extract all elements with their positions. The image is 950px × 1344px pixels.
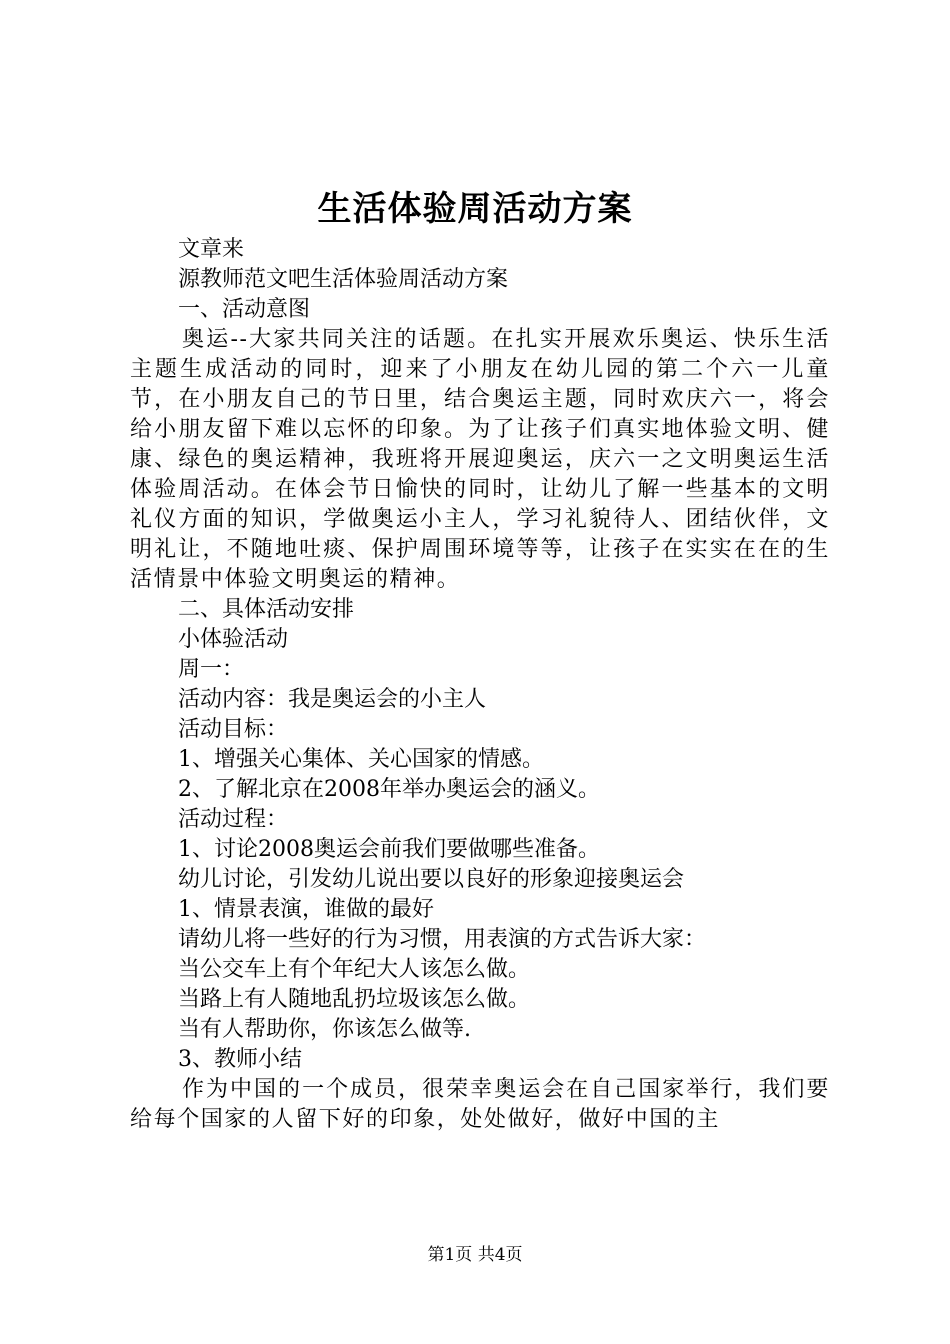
text-line: 当路上有人随地乱扔垃圾该怎么做。 — [178, 987, 531, 1012]
text-line: 3、教师小结 — [178, 1047, 302, 1072]
text-line: 当有人帮助你，你该怎么做等. — [178, 1017, 471, 1042]
paragraph: 奥运--大家共同关注的话题。在扎实开展欢乐奥运、快乐生活主题生成活动的同时，迎来了小朋友在幼儿园的第二个六一儿童节，在小朋友自己的节日里，结合奥运主题，同时欢庆六一，将会给小朋友留下难以忘怀的印象。为了让孩子们真实地体验文明、健康、绿色的奥运精神，我班将开展迎奥运，庆六一之文明奥运生活体验周活动。在体会节日愉快的同时，让幼儿了解一些基本的文明礼仪方面的知识，学做奥运小主人，学习礼貌待人、团结伙伴，文明礼让，不随地吐痰、保护周围环境等等，让孩子在实实在在的生活情景中体验文明奥运的精神。 — [130, 327, 830, 592]
text-line: 1、讨论2008奥运会前我们要做哪些准备。 — [178, 837, 600, 862]
text-line: 2、了解北京在2008年举办奥运会的涵义。 — [178, 777, 600, 802]
text-line: 周一： — [178, 657, 245, 682]
page-footer: 第1页 共4页 — [427, 1245, 523, 1265]
text-line: 活动内容：我是奥运会的小主人 — [178, 687, 487, 712]
section-heading: 一、活动意图 — [178, 297, 311, 322]
text-line: 当公交车上有个年纪大人该怎么做。 — [178, 957, 531, 982]
text-line: 1、增强关心集体、关心国家的情感。 — [178, 747, 544, 772]
section-heading: 二、具体活动安排 — [178, 597, 355, 622]
text-line: 活动目标： — [178, 717, 289, 742]
text-line: 幼儿讨论，引发幼儿说出要以良好的形象迎接奥运会 — [178, 867, 685, 892]
text-line: 活动过程： — [178, 807, 289, 832]
text-line: 1、情景表演，谁做的最好 — [178, 897, 434, 922]
document-body — [130, 235, 830, 1135]
paragraph: 作为中国的一个成员，很荣幸奥运会在自己国家举行，我们要给每个国家的人留下好的印象，处处做好，做好中国的主 — [130, 1077, 830, 1132]
text-line: 小体验活动 — [178, 627, 289, 652]
text-line: 源教师范文吧生活体验周活动方案 — [178, 267, 509, 292]
text-line: 文章来 — [178, 237, 245, 262]
document-title: 生活体验周活动方案 — [317, 189, 633, 229]
text-line: 请幼儿将一些好的行为习惯，用表演的方式告诉大家： — [178, 927, 707, 952]
